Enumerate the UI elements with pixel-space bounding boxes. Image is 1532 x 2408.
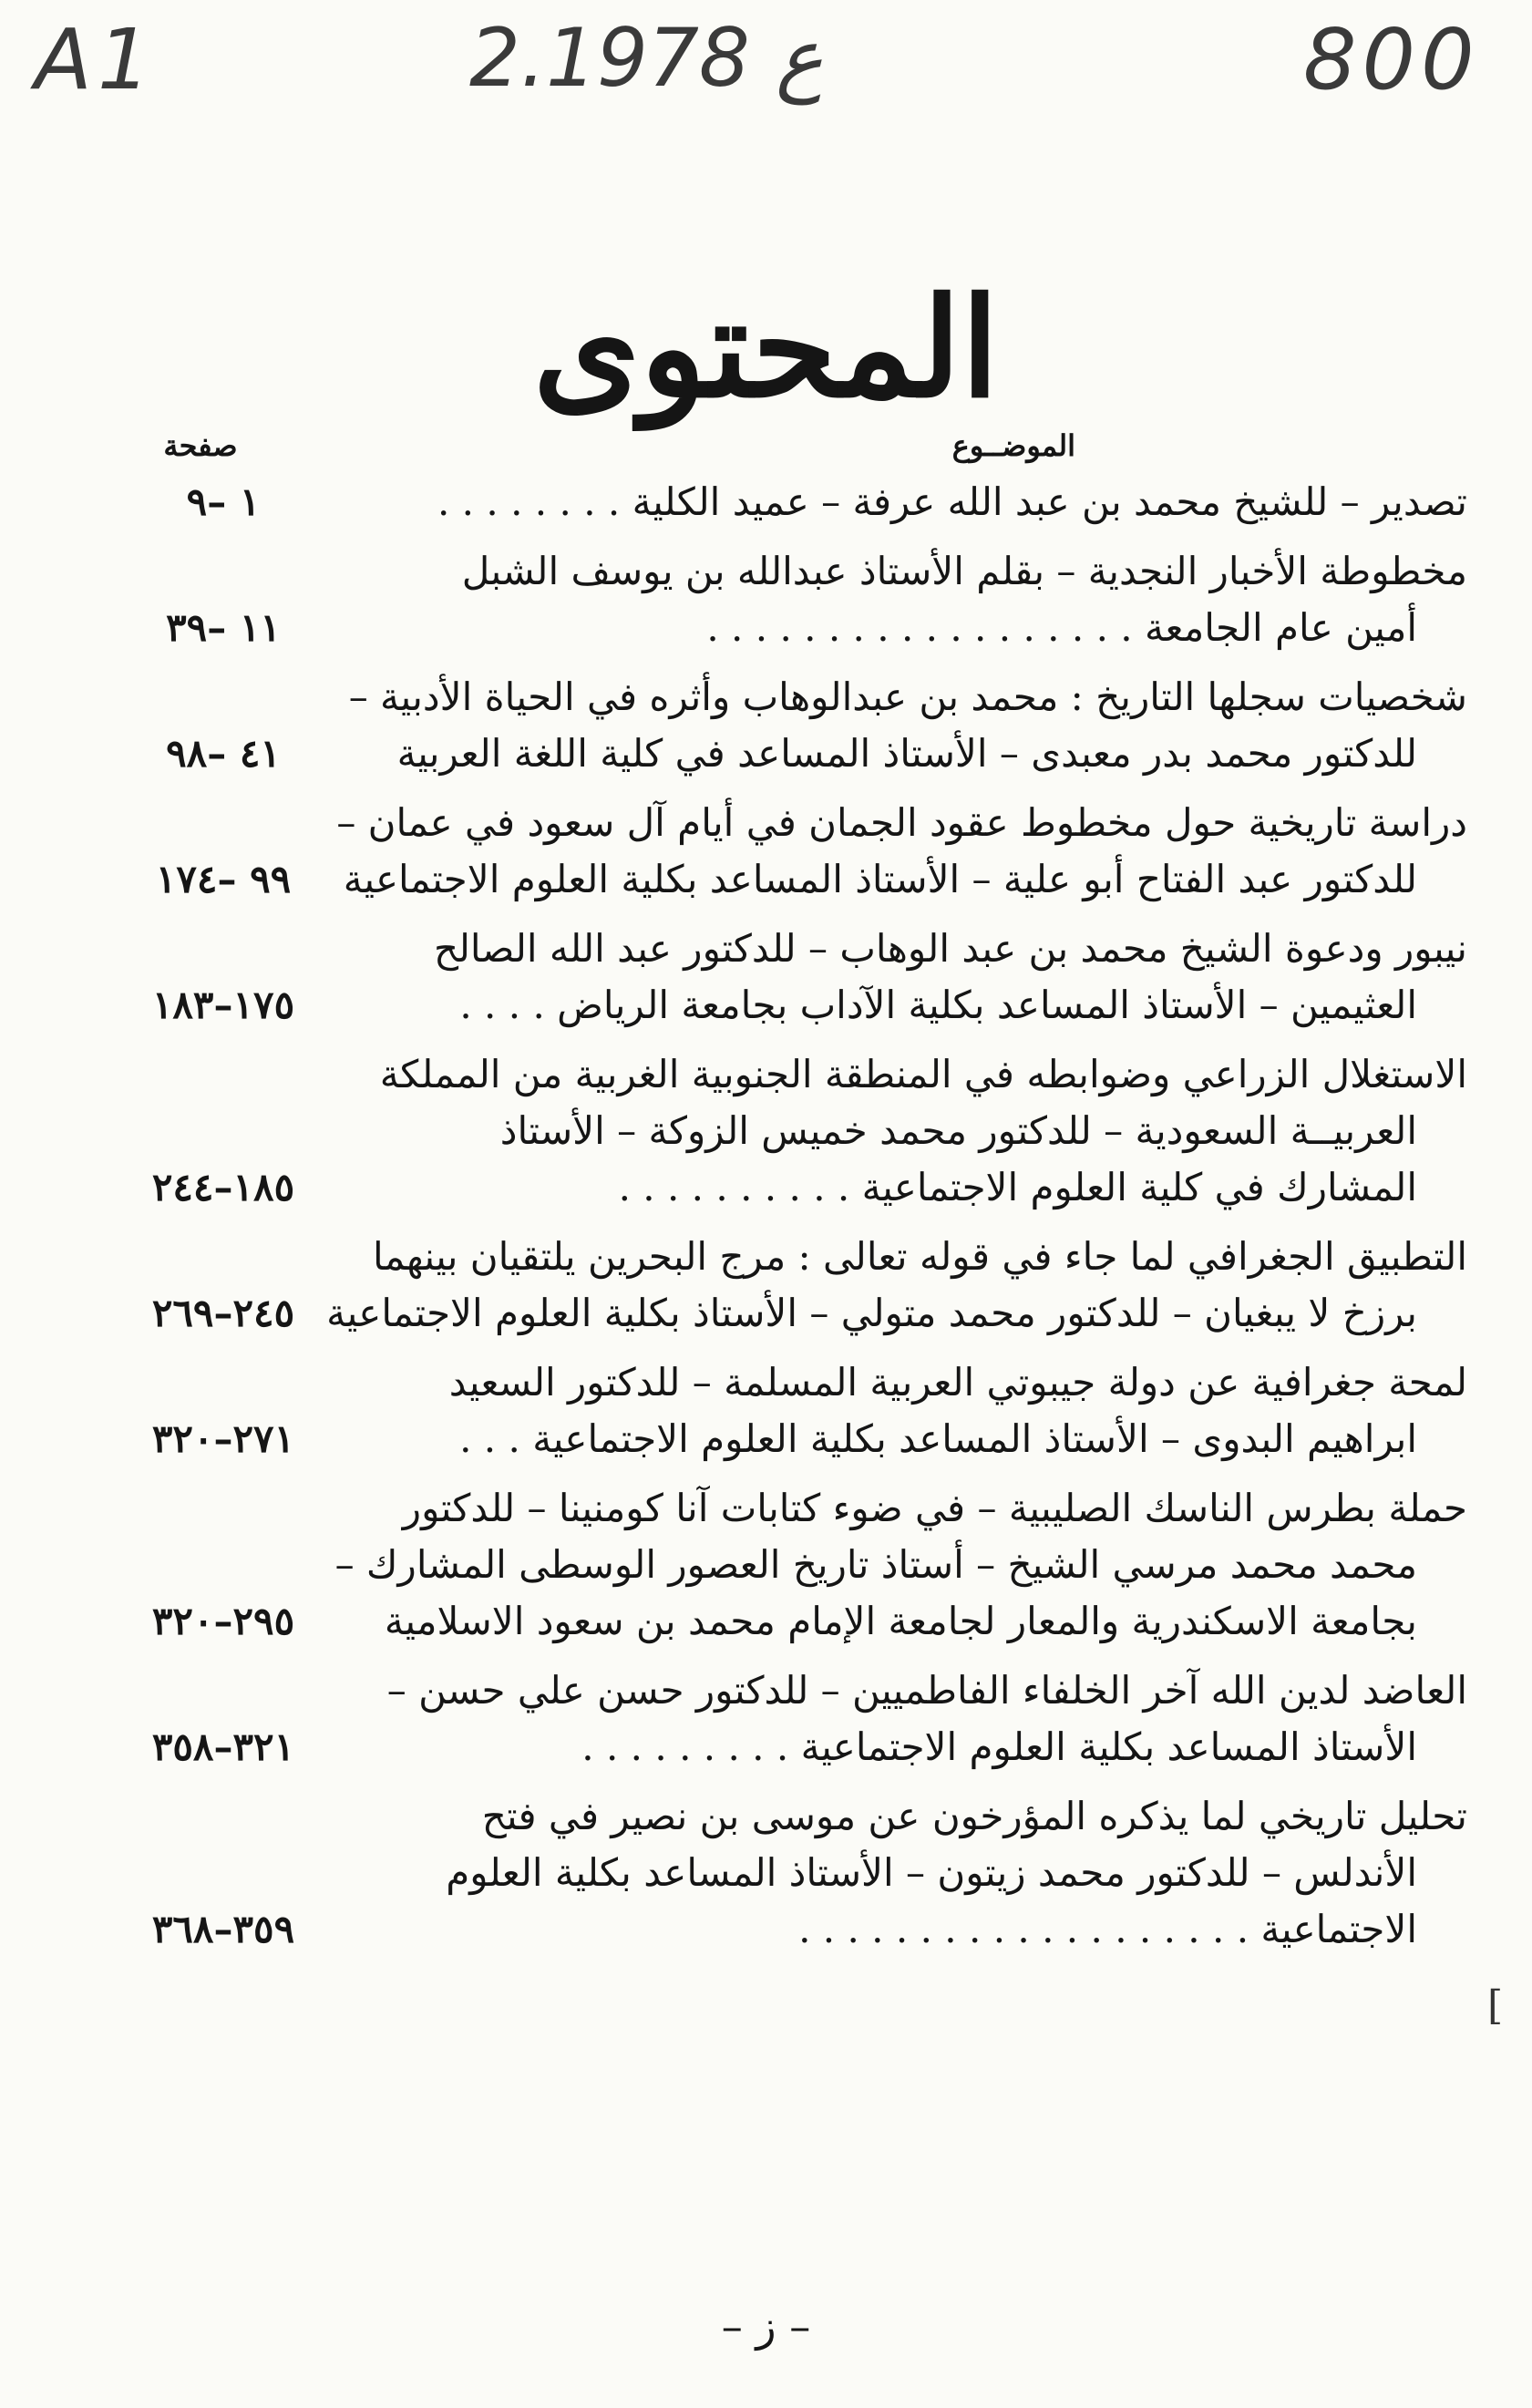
toc-line <box>128 474 1467 530</box>
table-of-contents <box>128 474 1467 1971</box>
entry-text: المشارك في كلية العلوم الاجتماعية . . . . . . . . . . <box>618 1165 1417 1209</box>
page-range: ٢٧١–٣٢٠ <box>151 1416 295 1461</box>
page-range: ٣٥٩–٣٦٨ <box>151 1907 295 1951</box>
page-range: ١ –٩ <box>186 479 261 524</box>
toc-line <box>128 1354 1467 1411</box>
topic-column-header: الموضــوع <box>951 428 1075 463</box>
page-range: ١٨٥–٢٤٤ <box>151 1165 295 1209</box>
page-range: ١١ –٣٩ <box>166 605 281 650</box>
toc-line <box>128 1901 1467 1958</box>
toc-entry <box>128 1788 1467 1958</box>
toc-line <box>128 543 1467 600</box>
toc-line <box>128 1285 1467 1342</box>
entry-text: نيبور ودعوة الشيخ محمد بن عبد الوهاب – للدكتور عبد الله الصالح <box>433 926 1467 971</box>
toc-entry <box>128 921 1467 1034</box>
toc-line <box>128 669 1467 725</box>
entry-text: التطبيق الجغرافي لما جاء في قوله تعالى : مرج البحرين يلتقيان بينهما <box>372 1234 1467 1279</box>
entry-text: شخصيات سجلها التاريخ : محمد بن عبدالوهاب وأثره في الحياة الأدبية – <box>348 674 1467 719</box>
entry-text: تحليل تاريخي لما يذكره المؤرخون عن موسى بن نصير في فتح <box>481 1794 1467 1838</box>
entry-text: تصدير – للشيخ محمد بن عبد الله عرفة – عميد الكلية . . . . . . . . <box>437 479 1467 524</box>
page-title: المحتوى <box>532 268 1000 428</box>
entry-text: الاستغلال الزراعي وضوابطه في المنطقة الجنوبية الغربية من المملكة <box>379 1052 1467 1096</box>
page-range: ٩٩ –١٧٤ <box>155 857 292 901</box>
entry-text: الأستاذ المساعد بكلية العلوم الاجتماعية . . . . . . . . . <box>581 1724 1417 1769</box>
entry-text: الأندلس – للدكتور محمد زيتون – الأستاذ المساعد بكلية العلوم <box>446 1850 1417 1895</box>
toc-line <box>128 921 1467 977</box>
toc-line <box>128 795 1467 851</box>
page-range: ٢٤٥–٢٦٩ <box>151 1291 295 1335</box>
toc-line <box>128 1046 1467 1103</box>
entry-text: للدكتور عبد الفتاح أبو علية – الأستاذ المساعد بكلية العلوم الاجتماعية <box>343 857 1417 901</box>
toc-entry <box>128 1480 1467 1650</box>
page-range: ٢٩٥–٣٢٠ <box>151 1599 295 1643</box>
page-range: ٤١ –٩٨ <box>166 731 281 776</box>
entry-text: للدكتور محمد بدر معبدى – الأستاذ المساعد في كلية اللغة العربية <box>396 731 1417 776</box>
handwritten-date: 2.ع 1978 <box>469 11 824 105</box>
toc-line <box>128 1537 1467 1593</box>
toc-line <box>128 977 1467 1034</box>
toc-line <box>128 1719 1467 1775</box>
entry-text: برزخ لا يبغيان – للدكتور محمد متولي – الأستاذ بكلية العلوم الاجتماعية <box>326 1291 1417 1335</box>
entry-text: لمحة جغرافية عن دولة جيبوتي العربية المسلمة – للدكتور السعيد <box>448 1360 1467 1405</box>
page-range: ٣٢١–٣٥٨ <box>151 1724 295 1769</box>
toc-line <box>128 1593 1467 1650</box>
page-number-footer: – ز – <box>721 2301 811 2351</box>
toc-line <box>128 600 1467 656</box>
toc-entry <box>128 669 1467 782</box>
entry-text: العربيــة السعودية – للدكتور محمد خميس الزوكة – الأستاذ <box>499 1108 1417 1153</box>
toc-entry <box>128 1229 1467 1342</box>
toc-entry <box>128 474 1467 530</box>
toc-entry <box>128 1046 1467 1216</box>
toc-entry <box>128 543 1467 656</box>
page-column-header: صفحة <box>163 428 238 463</box>
toc-line <box>128 1103 1467 1159</box>
toc-entry <box>128 1354 1467 1467</box>
toc-line <box>128 851 1467 908</box>
toc-line <box>128 1662 1467 1719</box>
toc-entry <box>128 1662 1467 1775</box>
handwritten-code: A1 <box>35 11 157 108</box>
entry-text: حملة بطرس الناسك الصليبية – في ضوء كتابات آنا كومنينا – للدكتور <box>402 1486 1467 1530</box>
toc-entry <box>128 795 1467 908</box>
toc-line <box>128 1411 1467 1467</box>
entry-text: دراسة تاريخية حول مخطوط عقود الجمان في أيام آل سعود في عمان – <box>336 800 1467 845</box>
entry-text: أمين عام الجامعة . . . . . . . . . . . . . . . . . . <box>706 605 1417 650</box>
entry-text: مخطوطة الأخبار النجدية – بقلم الأستاذ عبدالله بن يوسف الشبل <box>461 549 1467 593</box>
toc-line <box>128 725 1467 782</box>
margin-mark: [ <box>1487 1982 1504 2029</box>
page-range: ١٧٥–١٨٣ <box>151 983 295 1027</box>
toc-line <box>128 1788 1467 1845</box>
entry-text: العاضد لدين الله آخر الخلفاء الفاطميين – للدكتور حسن علي حسن – <box>386 1668 1467 1713</box>
toc-line <box>128 1159 1467 1216</box>
toc-line <box>128 1845 1467 1901</box>
entry-text: محمد محمد مرسي الشيخ – أستاذ تاريخ العصور الوسطى المشارك – <box>334 1542 1417 1587</box>
entry-text: الاجتماعية . . . . . . . . . . . . . . . . . . . <box>798 1907 1417 1951</box>
entry-text: بجامعة الاسكندرية والمعار لجامعة الإمام محمد بن سعود الاسلامية <box>384 1599 1417 1643</box>
toc-line <box>128 1480 1467 1537</box>
toc-header <box>128 428 1458 474</box>
handwritten-number: 800 <box>1303 11 1480 108</box>
entry-text: ابراهيم البدوى – الأستاذ المساعد بكلية العلوم الاجتماعية . . . <box>459 1416 1417 1461</box>
toc-line <box>128 1229 1467 1285</box>
entry-text: العثيمين – الأستاذ المساعد بكلية الآداب بجامعة الرياض . . . . <box>459 983 1417 1027</box>
